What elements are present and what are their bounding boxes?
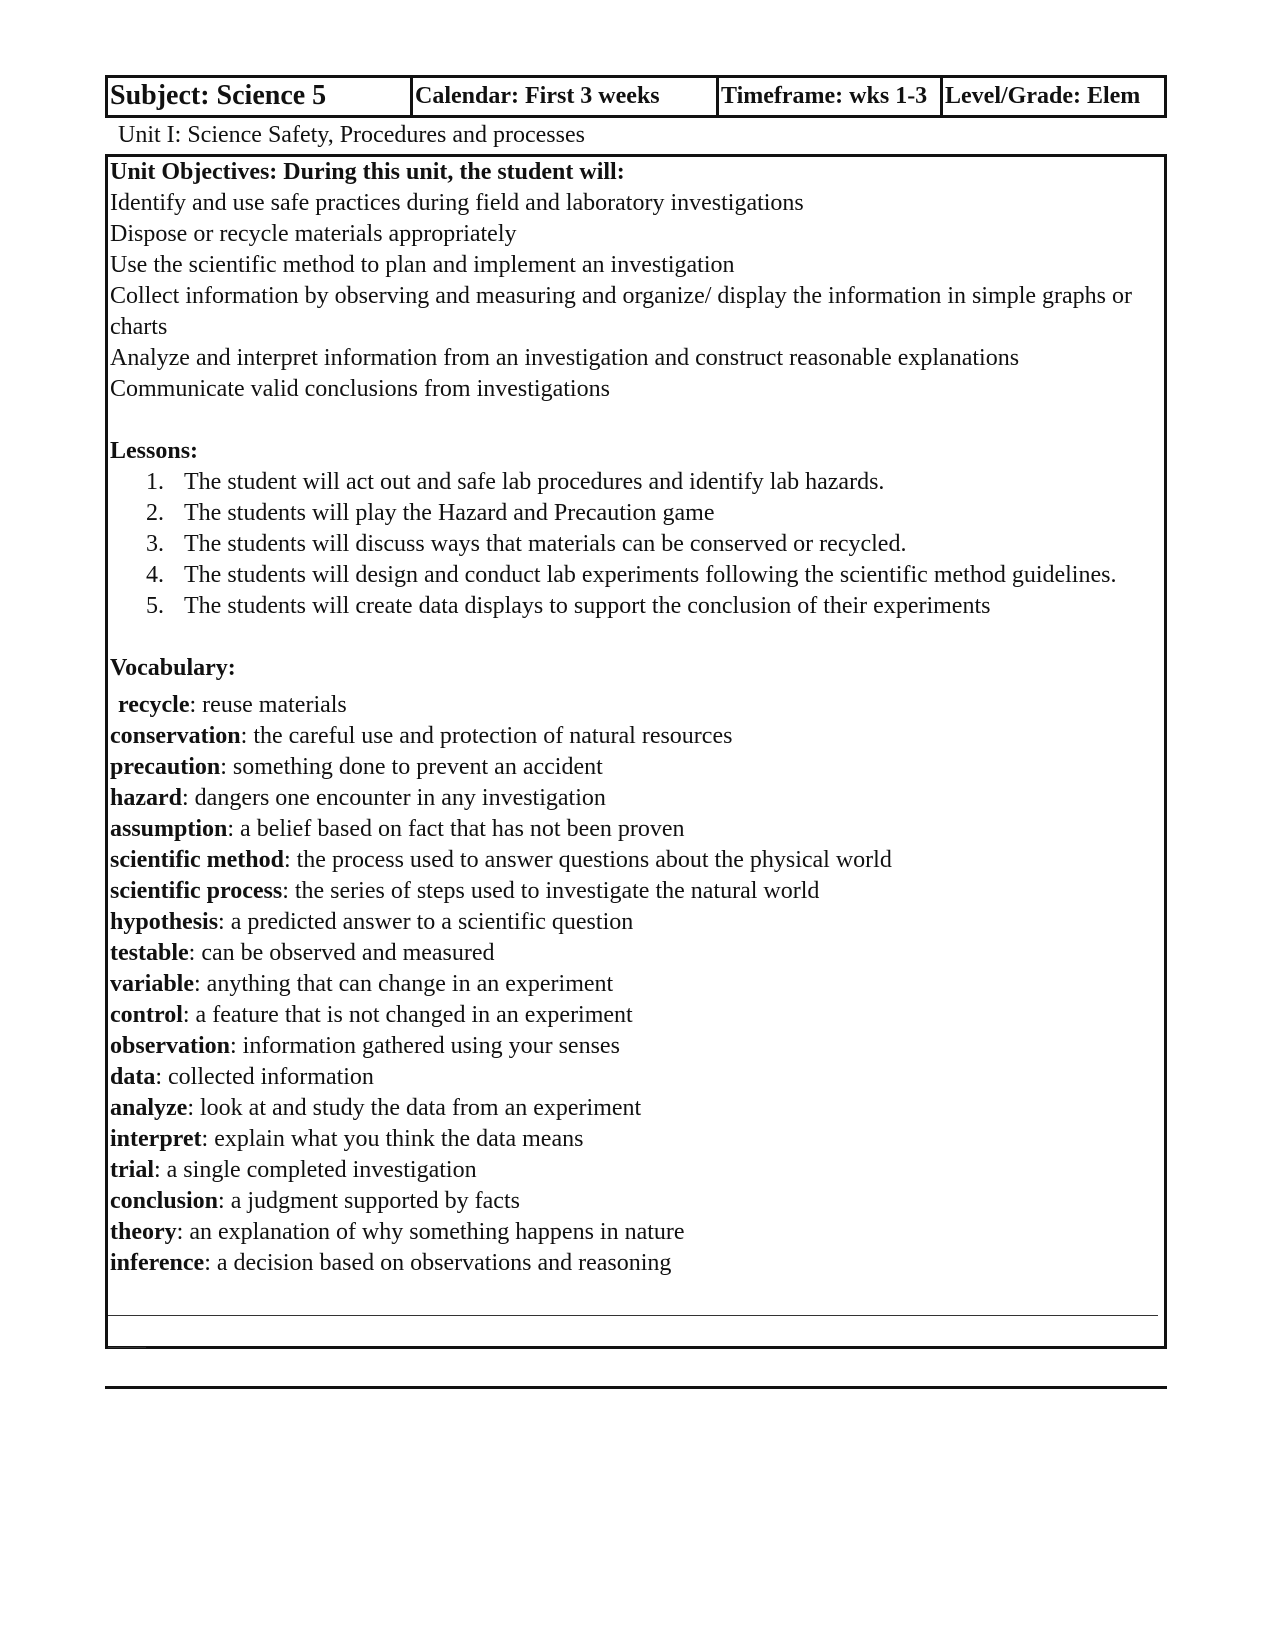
vocab-term: control: [110, 1002, 183, 1028]
short-rule: [108, 1347, 146, 1348]
objective-item: Collect information by observing and measuring and organize/ display the information in simple graphs or charts: [110, 283, 1133, 340]
level-grade-cell: Level/Grade: Elem: [945, 83, 1141, 109]
lesson-item: [110, 498, 1164, 529]
vocab-definition: : information gathered using your senses: [230, 1033, 620, 1059]
vocab-item: [110, 907, 1164, 938]
vocab-item: [110, 690, 1164, 721]
vocab-item: [110, 938, 1164, 969]
vocab-item: [110, 783, 1164, 814]
vocab-item: [110, 1155, 1164, 1186]
vocab-definition: : a decision based on observations and reasoning: [204, 1250, 672, 1276]
calendar-cell: Calendar: First 3 weeks: [413, 78, 719, 115]
vocab-definition: : dangers one encounter in any investigation: [182, 785, 606, 811]
lesson-item: [110, 560, 1164, 591]
vocab-definition: : explain what you think the data means: [201, 1126, 584, 1152]
lesson-item: [110, 467, 1164, 498]
lessons-list: [110, 467, 1164, 622]
vocab-item: [110, 752, 1164, 783]
vocab-definition: : a feature that is not changed in an experiment: [182, 1002, 633, 1028]
vocab-term: variable: [110, 971, 194, 997]
vocab-term: conservation: [110, 723, 241, 749]
objective-item: Communicate valid conclusions from investigations: [110, 376, 610, 402]
vocab-term: precaution: [110, 754, 221, 780]
vocab-item: [110, 876, 1164, 907]
objective-item: Use the scientific method to plan and implement an investigation: [110, 252, 735, 278]
vocab-item: [110, 1062, 1164, 1093]
lesson-text: The students will discuss ways that materials can be conserved or recycled.: [184, 531, 907, 557]
lesson-text: The students will play the Hazard and Precaution game: [184, 500, 715, 526]
vocab-term: data: [110, 1064, 156, 1090]
page-bottom-rule: [105, 1386, 1167, 1389]
vocab-definition: : reuse materials: [189, 692, 347, 718]
unit-content-box: [105, 154, 1167, 1349]
vocab-term: analyze: [110, 1095, 188, 1121]
timeframe-cell: Timeframe: wks 1-3: [719, 78, 943, 115]
vocab-term: scientific process: [110, 878, 283, 904]
vocab-item: [110, 1124, 1164, 1155]
vocab-term: scientific method: [110, 847, 284, 873]
lessons-heading: Lessons:: [110, 438, 199, 464]
vocab-definition: : anything that can change in an experiment: [194, 971, 614, 997]
vocab-term: theory: [110, 1219, 177, 1245]
vocab-term: hazard: [110, 785, 182, 811]
vocab-definition: : something done to prevent an accident: [220, 754, 603, 780]
lesson-item: [110, 591, 1164, 622]
vocab-definition: : a predicted answer to a scientific question: [218, 909, 634, 935]
lesson-text: The student will act out and safe lab procedures and identify lab hazards.: [184, 469, 885, 495]
vocab-item: [110, 1186, 1164, 1217]
vocab-item: [110, 1217, 1164, 1248]
lesson-number: 1.: [146, 469, 164, 495]
lesson-number: 5.: [146, 593, 164, 619]
vocab-definition: : collected information: [155, 1064, 374, 1090]
vocab-term: conclusion: [110, 1188, 219, 1214]
vocab-term: observation: [110, 1033, 230, 1059]
vocabulary-heading: Vocabulary:: [110, 655, 236, 681]
vocab-definition: : can be observed and measured: [188, 940, 495, 966]
vocabulary-list: [110, 690, 1164, 1279]
vocab-item: [110, 845, 1164, 876]
vocab-item: [110, 1248, 1164, 1279]
vocab-definition: : a single completed investigation: [153, 1157, 477, 1183]
vocab-item: [110, 1031, 1164, 1062]
objectives-list: [110, 188, 1164, 405]
vocab-definition: : a judgment supported by facts: [218, 1188, 520, 1214]
subject-cell: Subject: Science 5: [108, 78, 413, 115]
vocab-item: [110, 814, 1164, 845]
lesson-number: 4.: [146, 562, 164, 588]
lesson-text: The students will create data displays to support the conclusion of their experiments: [184, 593, 991, 619]
vocab-term: assumption: [110, 816, 228, 842]
vocab-definition: : the careful use and protection of natural resources: [240, 723, 733, 749]
unit-title: Unit I: Science Safety, Procedures and processes: [118, 122, 585, 148]
objective-item: Analyze and interpret information from an investigation and construct reasonable explanations: [110, 345, 1020, 371]
vocab-term: hypothesis: [110, 909, 219, 935]
objective-item: Identify and use safe practices during field and laboratory investigations: [110, 190, 804, 216]
vocab-term: trial: [110, 1157, 154, 1183]
objective-item: Dispose or recycle materials appropriately: [110, 221, 517, 247]
vocab-term: interpret: [110, 1126, 202, 1152]
spacer: [110, 405, 1164, 436]
vocab-item: [110, 969, 1164, 1000]
vocab-term: inference: [110, 1250, 205, 1276]
lesson-number: 3.: [146, 531, 164, 557]
objectives-heading: Unit Objectives: During this unit, the student will:: [110, 159, 625, 185]
vocab-item: [110, 1093, 1164, 1124]
vocab-item: [110, 1000, 1164, 1031]
vocab-term: recycle: [118, 692, 190, 718]
vocab-definition: : an explanation of why something happens in nature: [176, 1219, 685, 1245]
vocab-definition: : look at and study the data from an experiment: [187, 1095, 642, 1121]
vocab-definition: : a belief based on fact that has not been proven: [227, 816, 685, 842]
lesson-item: [110, 529, 1164, 560]
vocab-definition: : the series of steps used to investigate the natural world: [282, 878, 820, 904]
horizontal-rule: [108, 1315, 1158, 1316]
spacer: [110, 622, 1164, 653]
vocab-definition: : the process used to answer questions about the physical world: [283, 847, 892, 873]
lesson-text: The students will design and conduct lab experiments following the scientific method guidelines.: [184, 562, 1117, 588]
vocab-item: [110, 721, 1164, 752]
vocab-term: testable: [110, 940, 189, 966]
header-table: [105, 75, 1167, 118]
lesson-number: 2.: [146, 500, 164, 526]
